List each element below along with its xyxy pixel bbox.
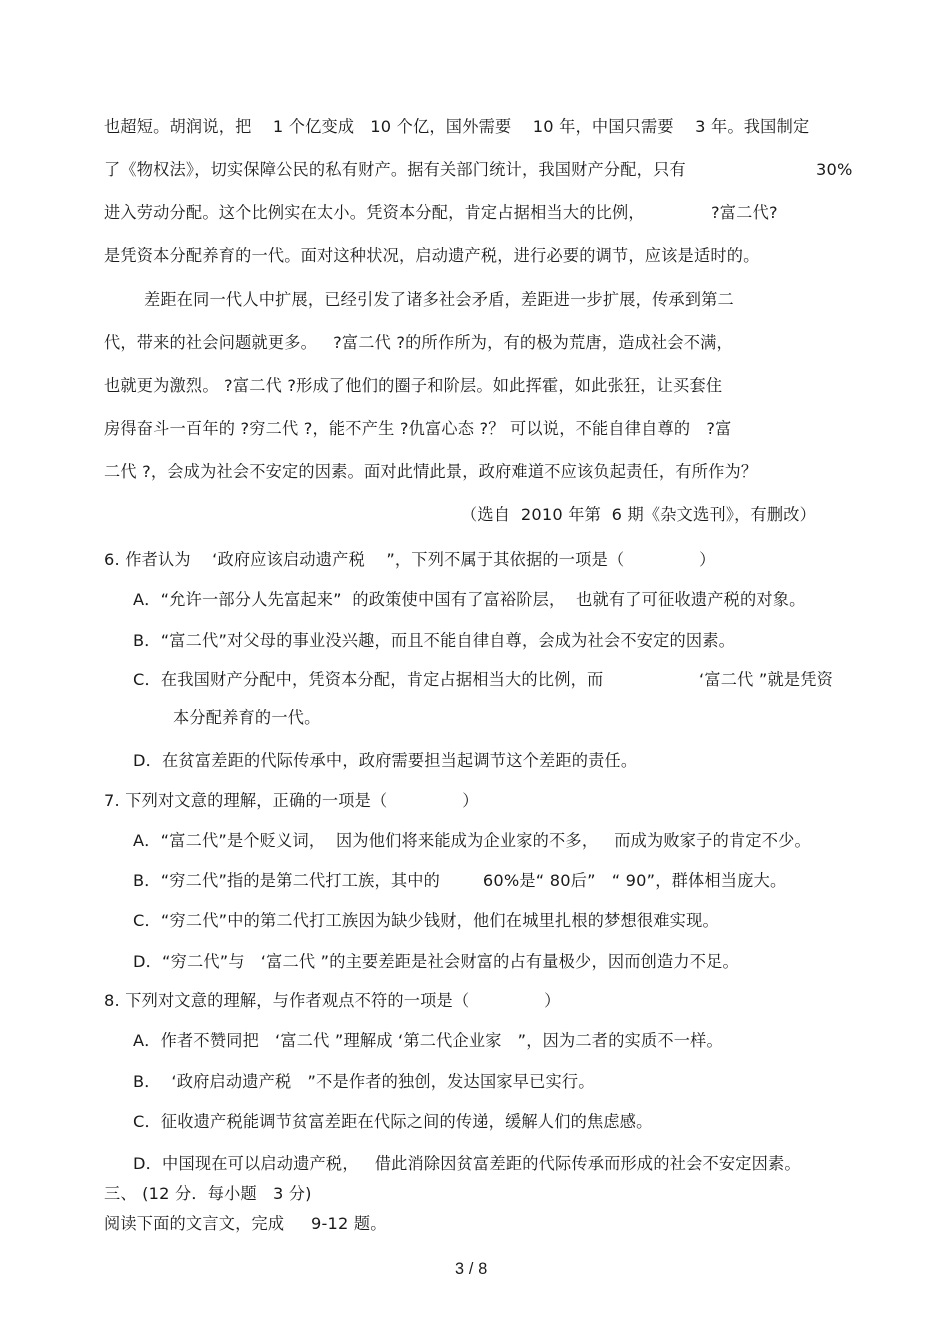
question-6-option-a: A．“允许一部分人先富起来” 的政策使中国有了富裕阶层， 也就有了可征收遗产税的对象。	[133, 590, 806, 609]
question-6-option-c: C．在我国财产分配中，凭资本分配，肯定占据相当大的比例，而	[133, 670, 604, 689]
passage-line-6: 代，带来的社会问题就更多。 ?富二代 ?的所作所为，有的极为荒唐，造成社会不满，	[104, 333, 733, 352]
question-8-option-c: C．征收遗产税能调节贫富差距在代际之间的传递，缓解人们的焦虑感。	[133, 1112, 653, 1131]
passage-line-4: 是凭资本分配养育的一代。面对这种状况，启动遗产税，进行必要的调节，应该是适时的。	[104, 246, 760, 265]
page-number: 3 / 8	[455, 1260, 488, 1278]
question-6-option-c-cont: 本分配养育的一代。	[173, 708, 321, 727]
question-8-option-b: B． ‘政府启动遗产税 ”不是作者的独创，发达国家早已实行。	[133, 1072, 595, 1091]
question-6-option-b: B．“富二代”对父母的事业没兴趣，而且不能自律自尊，会成为社会不安定的因素。	[133, 631, 736, 650]
question-7-option-b: B．“穷二代”指的是第二代打工族，其中的 60%是“ 80后” “ 90”，群体相当庞大。	[133, 871, 787, 890]
question-8-option-a: A．作者不赞同把 ‘富二代 ”理解成 ‘第二代企业家 ”，因为二者的实质不一样。	[133, 1031, 723, 1050]
passage-line-8: 房得奋斗一百年的 ?穷二代 ?，能不产生 ?仇富心态 ?？ 可以说，不能自律自尊的 ?富	[104, 419, 732, 438]
passage-source: （选自 2010 年第 6 期《杂文选刊》，有删改）	[461, 505, 817, 524]
passage-line-3-term: ?富二代?	[711, 203, 778, 222]
question-6-option-d: D．在贫富差距的代际传承中，政府需要担当起调节这个差距的责任。	[133, 751, 638, 770]
question-8-stem: 8. 下列对文意的理解，与作者观点不符的一项是（ ）	[104, 991, 561, 1010]
question-8-option-d: D．中国现在可以启动遗产税， 借此消除因贫富差距的代际传承而形成的社会不安定因素。	[133, 1154, 801, 1173]
passage-line-1: 也超短。胡润说，把 1 个亿变成 10 个亿，国外需要 10 年，中国只需要 3 年。我国制定	[104, 117, 810, 136]
passage-line-2-percent: 30%	[816, 160, 853, 179]
question-6-option-c-term: ‘富二代 ”就是凭资	[699, 670, 833, 689]
question-7-option-d: D．“穷二代”与 ‘富二代 ”的主要差距是社会财富的占有量极少，因而创造力不足。	[133, 952, 739, 971]
passage-line-3: 进入劳动分配。这个比例实在太小。凭资本分配，肯定占据相当大的比例，	[104, 203, 645, 222]
section-3-heading: 三、 (12 分．每小题 3 分)	[104, 1184, 312, 1203]
question-7-option-c: C．“穷二代”中的第二代打工族因为缺少钱财，他们在城里扎根的梦想很难实现。	[133, 911, 719, 930]
section-3-instruction: 阅读下面的文言文，完成 9-12 题。	[104, 1214, 387, 1233]
passage-line-9: 二代 ?，会成为社会不安定的因素。面对此情此景，政府难道不应该负起责任，有所作为？	[104, 462, 758, 481]
question-7-stem: 7. 下列对文意的理解，正确的一项是（ ）	[104, 791, 479, 810]
question-6-stem: 6. 作者认为 ‘政府应该启动遗产税 ”，下列不属于其依据的一项是（ ）	[104, 550, 716, 569]
passage-line-2: 了《物权法》，切实保障公民的私有财产。据有关部门统计，我国财产分配，只有	[104, 160, 686, 179]
passage-line-7: 也就更为激烈。 ?富二代 ?形成了他们的圈子和阶层。如此挥霍，如此张狂，让买套住	[104, 376, 723, 395]
passage-line-5: 差距在同一代人中扩展，已经引发了诸多社会矛盾，差距进一步扩展，传承到第二	[144, 290, 734, 309]
question-7-option-a: A．“富二代”是个贬义词， 因为他们将来能成为企业家的不多， 而成为败家子的肯定不少。	[133, 831, 811, 850]
